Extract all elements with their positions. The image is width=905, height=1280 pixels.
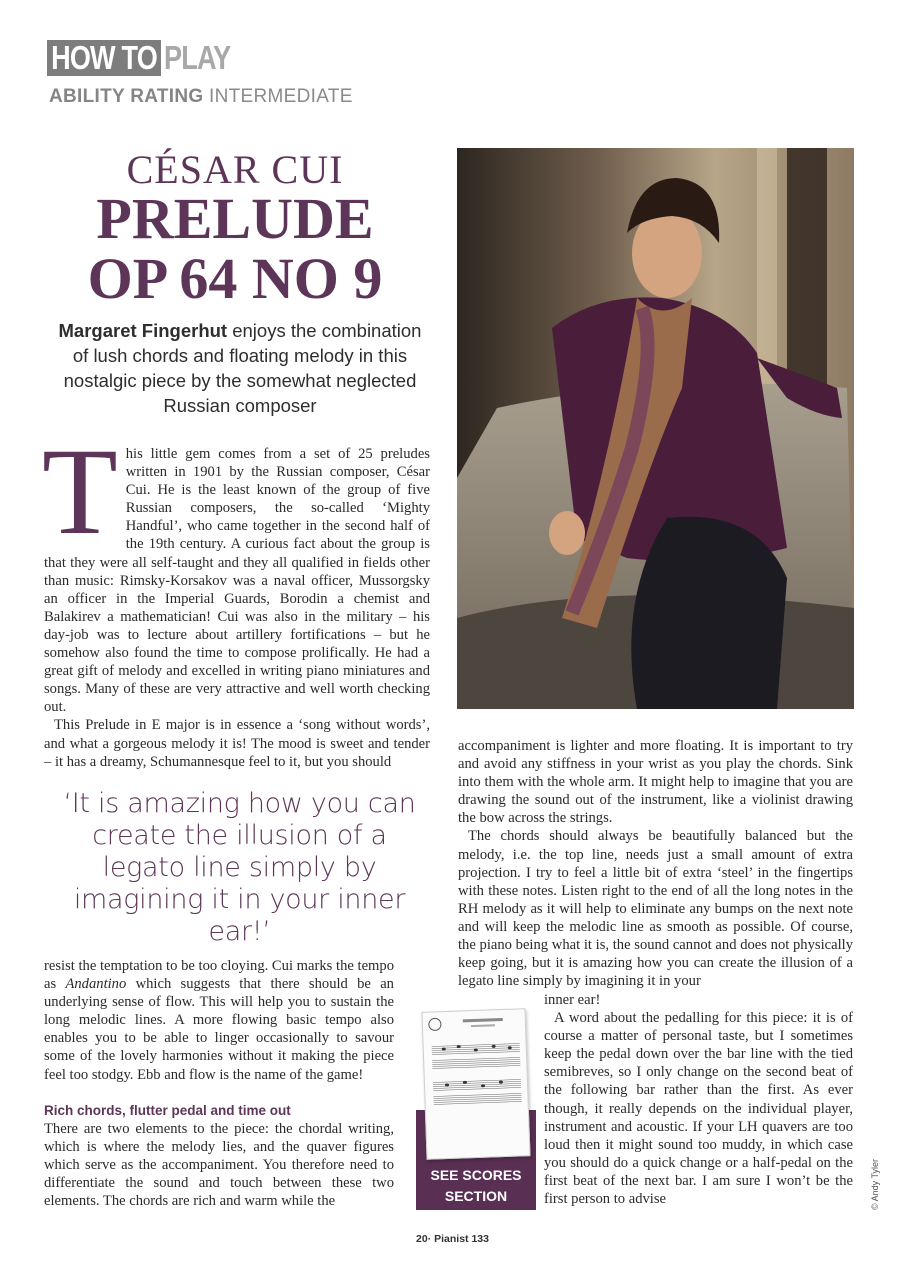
score-thumbnail (421, 1008, 530, 1160)
paragraph-tempo (44, 957, 394, 1084)
paragraph-two-elements: There are two elements to the piece: the chordal writing, which is where the melody lies, and the quaver figures which serve as the accompaniment. You therefore need to differentiate the sound and touch between these two elements. The chords are rich and warm while the (44, 1120, 394, 1210)
portrait-photo (457, 148, 854, 709)
drop-cap: T (42, 423, 118, 560)
ability-label: ABILITY RATING (49, 86, 204, 107)
paragraph-balance: The chords should always be beautifully balanced but the melody, i.e. the top line, needs just a small amount of extra projection. I try to feel a little bit of extra ‘steel’ in the fingertips with these notes. Listen right to the end of all the long notes in the RH melody as it will help to eliminate any bumps on the next note and will keep the melodic line as smooth as possible. Of course, the piano being what it is, the sound cannot and does not physically keep going, but it is amazing how you can create the illusion of a legato line simply by imagining it in your (458, 828, 853, 990)
ability-value: INTERMEDIATE (209, 86, 353, 107)
paragraph-tempo-end: which suggests that there should be an underlying sense of flow. This will help you to sustain the long melodic lines. A more flowing basic tempo also enables you to be able to linger occasionally to savour some of the lovely harmonies without it making the piece feel too stodgy. Ebb and flow is the name of the game! (44, 976, 394, 1083)
section-label-rest: PLAY (164, 39, 231, 76)
ability-rating (49, 86, 353, 108)
piece-title-line2: OP 64 NO 9 (87, 246, 383, 311)
portrait-illustration (457, 148, 854, 709)
standfirst-text: enjoys the combination of lush chords and floating melody in this nostalgic piece by the somewhat neglected Russian composer (63, 320, 422, 416)
body-column-left-top (42, 423, 430, 771)
see-scores-box[interactable] (416, 1010, 536, 1210)
paragraph-intro: his little gem comes from a set of 25 preludes written in 1901 by the Russian composer, César Cui. He is the least known of the group of five Russian composers, the so-called ‘Mighty Handful’, who came together in the second half of the 19th century. A curious fact about the group is that they were all self-taught and they all qualified in fields other than music: Rimsky-Korsakov was a naval officer, Mussorgsky an officer in the Imperial Guards, Borodin a chemist and Balakirev a mathematician! Cui was also in the military – his day-job was to lecture about artillery fortifications – but he somehow also found the time to compose prolifically. He had a great gift of melody and excelled in writing piano miniatures and songs. Many of these are very attractive and well worth checking out. (44, 446, 430, 716)
pull-quote: ‘It is amazing how you can create the illusion of a legato line simply by imagining it in your inner ear!’ (63, 788, 416, 947)
paragraph-pedalling: A word about the pedalling for this piece: it is of course a matter of personal taste, but I sometimes keep the pedal down over the bar line with the tied semibreves, so I only change on the second beat of the following bar rather than the first. As ever though, it really depends on the individual player, instrument and acoustic. If your LH quavers are too loud then it might sound too muddy, in which case you should do a quick change or a half-pedal on the first beat of the next bar. I am sure I won’t be the first person to advise (544, 1010, 853, 1208)
paragraph-accompaniment: accompaniment is lighter and more floating. It is important to try and avoid any stiffness in your wrist as you play the chords. Sink into them with the whole arm. It might help to imagine that you are drawing the sound out of the instrument, like a violinist drawing the bow across the strings. (458, 738, 853, 827)
standfirst-author: Margaret Fingerhut (58, 320, 228, 341)
body-column-right-bottom (544, 991, 853, 1208)
body-column-right-top (458, 737, 853, 990)
tempo-marking: Andantino (65, 976, 127, 993)
section-header (47, 40, 245, 76)
section-label-box: HOW TO (47, 40, 161, 76)
subheading: Rich chords, flutter pedal and time out (44, 1102, 291, 1118)
see-scores-line2: SECTION (444, 1188, 508, 1204)
composer-name: CÉSAR CUI (126, 147, 344, 192)
paragraph-inner-ear-end: inner ear! (544, 992, 601, 1008)
standfirst (56, 318, 424, 418)
paragraph-song-without-words: This Prelude in E major is in essence a ‘song without words’, and what a gorgeous melody it is! The mood is sweet and tender – it has a dreamy, Schumannesque feel to it, but you should (44, 717, 430, 770)
page-folio: 20· Pianist 133 (416, 1233, 489, 1245)
see-scores-line1: SEE SCORES (430, 1167, 522, 1183)
body-column-left-bottom (44, 957, 394, 1210)
piece-title-line1: PRELUDE (96, 186, 374, 251)
photo-credit: © Andy Tyler (870, 1159, 880, 1210)
score-thumbnail-staves (422, 1009, 531, 1161)
paragraph-tempo-start: resist the temptation to be too cloying. Cui marks the tempo as (44, 958, 394, 993)
